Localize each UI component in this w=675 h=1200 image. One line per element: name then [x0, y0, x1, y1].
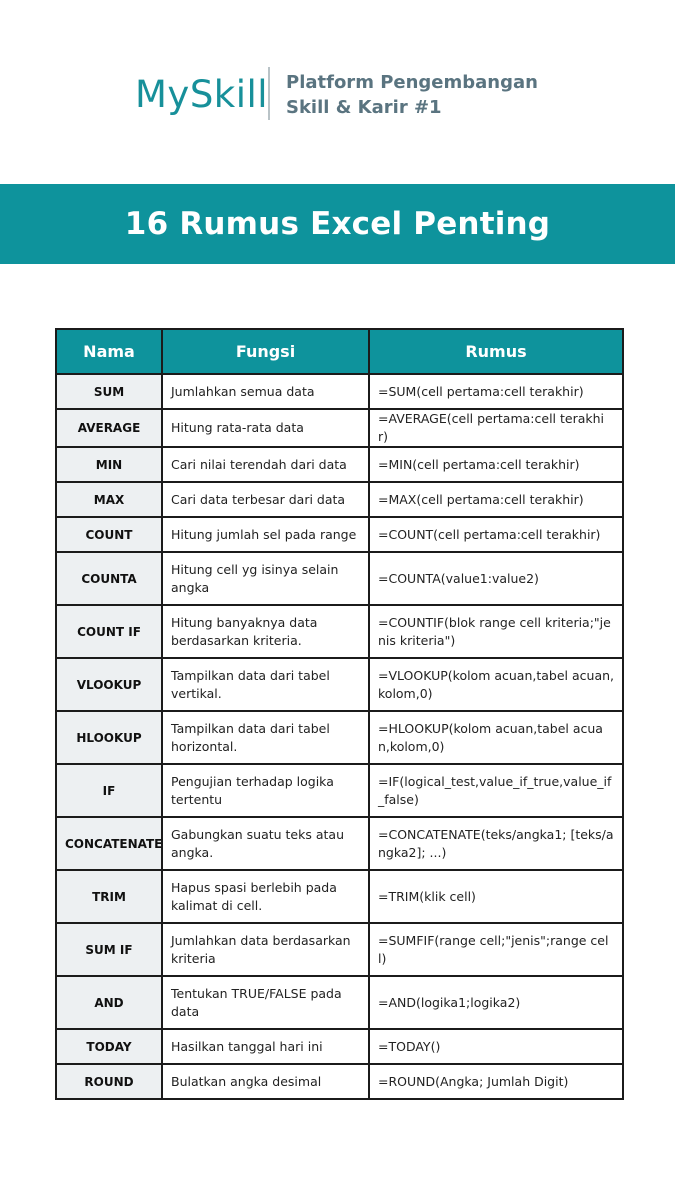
column-header-rumus: Rumus — [369, 329, 623, 374]
table-row — [56, 817, 623, 870]
column-header-fungsi: Fungsi — [162, 329, 369, 374]
formula-syntax-cell: =IF(logical_test,value_if_true,value_if_false) — [369, 764, 623, 817]
formula-syntax-cell: =CONCATENATE(teks/angka1; [teks/angka2]; ...) — [369, 817, 623, 870]
function-description-cell: Hasilkan tanggal hari ini — [162, 1029, 369, 1064]
formula-syntax-cell: =COUNTIF(blok range cell kriteria;"jenis kriteria") — [369, 605, 623, 658]
formula-name-cell: VLOOKUP — [56, 658, 162, 711]
function-description-cell: Gabungkan suatu teks atau angka. — [162, 817, 369, 870]
formula-syntax-cell: =SUM(cell pertama:cell terakhir) — [369, 374, 623, 409]
formula-syntax-cell: =MIN(cell pertama:cell terakhir) — [369, 447, 623, 482]
function-description-cell: Pengujian terhadap logika tertentu — [162, 764, 369, 817]
formula-syntax-cell: =ROUND(Angka; Jumlah Digit) — [369, 1064, 623, 1099]
formula-syntax-cell: =COUNT(cell pertama:cell terakhir) — [369, 517, 623, 552]
formula-name-cell: TODAY — [56, 1029, 162, 1064]
table-row — [56, 447, 623, 482]
function-description-cell: Tampilkan data dari tabel horizontal. — [162, 711, 369, 764]
table-row — [56, 1064, 623, 1099]
function-description-cell: Hapus spasi berlebih pada kalimat di cell. — [162, 870, 369, 923]
table-row — [56, 764, 623, 817]
formula-name-cell: COUNT IF — [56, 605, 162, 658]
formula-syntax-cell: =COUNTA(value1:value2) — [369, 552, 623, 605]
table-row — [56, 1029, 623, 1064]
myskill-logo: MySkill — [135, 73, 269, 116]
function-description-cell: Hitung jumlah sel pada range — [162, 517, 369, 552]
formula-name-cell: COUNT — [56, 517, 162, 552]
table-row — [56, 517, 623, 552]
function-description-cell: Hitung cell yg isinya selain angka — [162, 552, 369, 605]
table-header-row — [56, 329, 623, 374]
formula-name-cell: CONCATENATE — [56, 817, 162, 870]
function-description-cell: Tampilkan data dari tabel vertikal. — [162, 658, 369, 711]
formula-name-cell: HLOOKUP — [56, 711, 162, 764]
formula-name-cell: MAX — [56, 482, 162, 517]
tagline — [286, 70, 538, 120]
formula-name-cell: IF — [56, 764, 162, 817]
excel-formula-table — [55, 328, 624, 1100]
function-description-cell: Jumlahkan data berdasarkan kriteria — [162, 923, 369, 976]
formula-name-cell: SUM — [56, 374, 162, 409]
function-description-cell: Hitung rata-rata data — [162, 409, 369, 447]
table-row — [56, 605, 623, 658]
tagline-line-1: Platform Pengembangan — [286, 72, 538, 93]
function-description-cell: Cari data terbesar dari data — [162, 482, 369, 517]
formula-name-cell: MIN — [56, 447, 162, 482]
formula-syntax-cell: =AND(logika1;logika2) — [369, 976, 623, 1029]
function-description-cell: Jumlahkan semua data — [162, 374, 369, 409]
formula-syntax-cell: =VLOOKUP(kolom acuan,tabel acuan,kolom,0) — [369, 658, 623, 711]
table-row — [56, 552, 623, 605]
formula-name-cell: TRIM — [56, 870, 162, 923]
formula-name-cell: AVERAGE — [56, 409, 162, 447]
formula-syntax-cell: =MAX(cell pertama:cell terakhir) — [369, 482, 623, 517]
function-description-cell: Tentukan TRUE/FALSE pada data — [162, 976, 369, 1029]
table-row — [56, 711, 623, 764]
formula-syntax-cell: =AVERAGE(cell pertama:cell terakhir) — [369, 409, 623, 447]
function-description-cell: Hitung banyaknya data berdasarkan kriteria. — [162, 605, 369, 658]
title-banner — [0, 184, 675, 264]
table-row — [56, 482, 623, 517]
function-description-cell: Cari nilai terendah dari data — [162, 447, 369, 482]
column-header-nama: Nama — [56, 329, 162, 374]
formula-name-cell: SUM IF — [56, 923, 162, 976]
table-row — [56, 870, 623, 923]
function-description-cell: Bulatkan angka desimal — [162, 1064, 369, 1099]
table-row — [56, 374, 623, 409]
table-row — [56, 923, 623, 976]
formula-name-cell: ROUND — [56, 1064, 162, 1099]
header — [0, 0, 675, 184]
formula-syntax-cell: =TODAY() — [369, 1029, 623, 1064]
table-row — [56, 409, 623, 447]
table-row — [56, 976, 623, 1029]
formula-syntax-cell: =HLOOKUP(kolom acuan,tabel acuan,kolom,0) — [369, 711, 623, 764]
table-row — [56, 658, 623, 711]
formula-name-cell: COUNTA — [56, 552, 162, 605]
page-title: 16 Rumus Excel Penting — [124, 206, 551, 242]
formula-syntax-cell: =TRIM(klik cell) — [369, 870, 623, 923]
tagline-line-2: Skill & Karir #1 — [286, 97, 442, 118]
formula-syntax-cell: =SUMFIF(range cell;"jenis";range cell) — [369, 923, 623, 976]
logo-divider — [268, 67, 270, 120]
formula-name-cell: AND — [56, 976, 162, 1029]
